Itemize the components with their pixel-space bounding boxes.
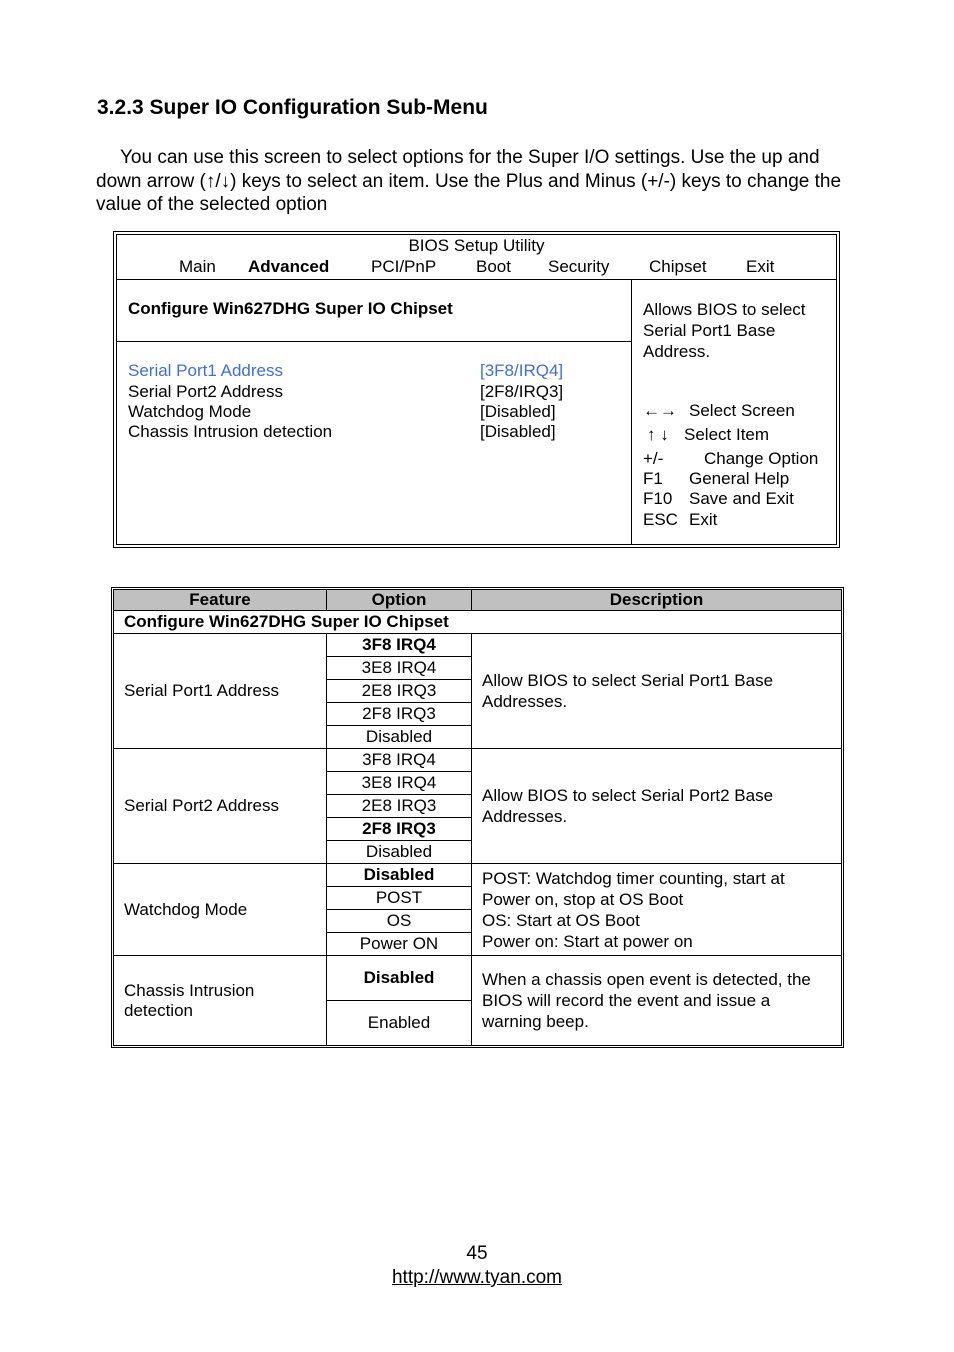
option-cell: Disabled [327,956,472,1001]
menu-main[interactable]: Main [179,257,216,276]
table-header-row [114,590,842,611]
table-row [114,864,842,887]
menu-boot[interactable]: Boot [476,257,511,276]
bios-screen [113,231,840,548]
option-cell: 2F8 IRQ3 [327,703,472,726]
setting-value[interactable]: [Disabled] [480,402,556,421]
table-row [114,749,842,772]
setting-label: Serial Port2 Address [128,382,283,401]
setting-value[interactable]: [2F8/IRQ3] [480,382,564,401]
option-cell: 3F8 IRQ4 [327,749,472,772]
key-desc: Save and Exit [689,489,794,508]
menu-chipset[interactable]: Chipset [649,257,707,276]
option-cell: OS [327,910,472,933]
description-line: POST: Watchdog timer counting, start at Power on, stop at OS Boot [482,868,785,909]
bios-menu-bar [117,257,836,278]
option-cell: 2E8 IRQ3 [327,680,472,703]
key-desc: Select Screen [689,401,795,420]
key-label: F10 [643,489,673,508]
setting-serial-port1[interactable] [128,361,618,381]
description-cell: When a chassis open event is detected, the BIOS will record the event and issue a warning beep. [472,956,842,1046]
option-cell: POST [327,887,472,910]
menu-advanced[interactable]: Advanced [248,257,330,276]
help-text: Allows BIOS to select Serial Port1 Base Address. [643,300,806,361]
key-label: +/- [643,449,664,468]
arrow-up-down-icon: ↑ ↓ [647,425,669,444]
key-desc: Exit [689,510,718,529]
key-label: F1 [643,469,663,488]
option-cell: Disabled [327,864,472,887]
option-cell: 3F8 IRQ4 [327,634,472,657]
option-cell: 2E8 IRQ3 [327,795,472,818]
setting-watchdog-mode[interactable] [128,402,618,422]
setting-value[interactable]: [3F8/IRQ4] [480,361,564,380]
menu-divider [117,279,836,280]
option-cell: 3E8 IRQ4 [327,772,472,795]
option-cell: Enabled [327,1001,472,1046]
description-cell: Allow BIOS to select Serial Port2 Base Addresses. [472,749,842,864]
menu-exit[interactable]: Exit [746,257,775,276]
bios-frame [116,234,837,545]
intro-paragraph: You can use this screen to select options for the Super I/O settings. Use the up and down arrow (↑/↓) keys to select an item. Use the Plus and Minus (+/-) keys to change the value of the selected option [96,147,842,215]
arrow-left-right-icon: ←→ [643,401,677,420]
setting-label: Serial Port1 Address [128,361,283,380]
key-label: ESC [643,510,678,529]
table-row [114,634,842,657]
feature-cell: Chassis Intrusion detection [114,956,327,1046]
option-cell: 3E8 IRQ4 [327,657,472,680]
description-line: OS: Start at OS Boot [482,910,640,930]
option-cell: Disabled [327,841,472,864]
setting-serial-port2[interactable] [128,382,618,402]
description-cell: Allow BIOS to select Serial Port1 Base Addresses. [472,634,842,749]
table-row [114,956,842,1001]
col-header-option: Option [327,590,472,611]
description-line: Power on: Start at power on [482,931,693,951]
setting-value[interactable]: [Disabled] [480,422,556,441]
feature-table [111,587,844,1048]
description-cell [472,864,842,956]
menu-security[interactable]: Security [548,257,610,276]
feature-cell: Watchdog Mode [114,864,327,956]
bios-section-title: Configure Win627DHG Super IO Chipset [128,299,453,318]
option-cell: Disabled [327,726,472,749]
setting-chassis-intrusion[interactable] [128,422,618,442]
option-cell: Power ON [327,933,472,956]
feature-cell: Serial Port1 Address [114,634,327,749]
key-desc: Change Option [704,449,819,468]
section-divider [117,341,631,342]
option-cell: 2F8 IRQ3 [327,818,472,841]
table-section-row [114,611,842,634]
menu-pcipnp[interactable]: PCI/PnP [371,257,437,276]
col-header-feature: Feature [114,590,327,611]
table-section-title: Configure Win627DHG Super IO Chipset [114,611,842,634]
bios-title: BIOS Setup Utility [408,236,545,255]
section-heading: 3.2.3 Super IO Configuration Sub-Menu [97,96,488,119]
page-number: 45 [466,1243,488,1264]
feature-cell: Serial Port2 Address [114,749,327,864]
key-desc: General Help [689,469,790,488]
col-header-description: Description [472,590,842,611]
setting-label: Watchdog Mode [128,402,252,421]
help-panel-divider [631,279,632,544]
footer-url-link[interactable]: http://www.tyan.com [391,1267,562,1288]
key-desc: Select Item [684,425,770,444]
setting-label: Chassis Intrusion detection [128,422,333,441]
